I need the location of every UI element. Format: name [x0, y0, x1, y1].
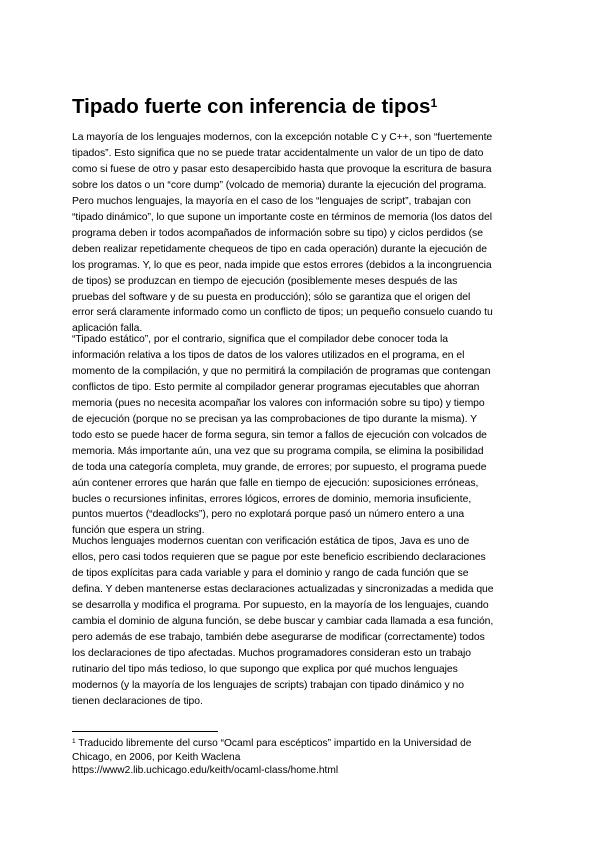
paragraph-line: de tipos explícitas para cada variable y para el dominio y rango de cada función que se [72, 567, 469, 579]
paragraph-line: error será claramente informado como un conflicto de tipos; un pequeño consuelo cuando tu [72, 307, 493, 319]
paragraph-line: función que espera un string. [72, 525, 205, 537]
paragraph-line: Pero muchos lenguajes, la mayoría en el caso de los “lenguajes de script”, trabajan con [72, 195, 471, 207]
paragraph-line: información relativa a los tipos de datos de los valores utilizados en el programa, en el [72, 349, 465, 361]
paragraph-line: momento de la compilación, y que no permitirá la compilación de programas que contengan [72, 365, 491, 377]
paragraph-line: defina. Y deben mantenerse estas declaraciones actualizadas y sincronizadas a medida que [72, 583, 494, 595]
paragraph-line: aplicación falla. [72, 323, 143, 335]
footnote-text-1: Traducido libremente del curso “Ocaml para escépticos” impartido en la Universidad de [78, 738, 472, 749]
paragraph-line: los declaraciones de tipo afectadas. Muchos programadores consideran esto un trabajo [72, 647, 471, 659]
paragraph-line: los programas. Y, lo que es peor, nada impide que estos errores (debidos a la incongruencia [72, 259, 492, 271]
paragraph-line: tienen declaraciones de tipo. [72, 695, 203, 707]
paragraph-line: programa deben ir todos acompañados de información sobre su tipo) y ciclos perdidos (se [72, 227, 483, 239]
title-text: Tipado fuerte con inferencia de tipos [72, 95, 431, 118]
paragraph-line: memoria. Más importante aún, una vez que su programa compila, se elimina la posibilidad [72, 445, 484, 457]
paragraph-line: puntos muertos (“deadlocks”), pero no explotará porque pasó un número entero a una [72, 509, 465, 521]
paragraph-line: como si fuese de otro y pasar esto desapercibido hasta que provoque la escritura de basura [72, 163, 492, 175]
paragraph-line: sobre los datos o un “core dump” (volcado de memoria) durante la ejecución del programa. [72, 179, 487, 191]
footnote-mark: 1 [72, 738, 76, 745]
paragraph-2 [72, 332, 528, 539]
paragraph-line: cambia el dominio de alguna función, se debe buscar y cambiar cada llamada a esa función, [72, 615, 494, 627]
paragraph-line: ellos, pero casi todos requieren que se pague por este beneficio escribiendo declaraciones [72, 551, 486, 563]
paragraph-line: pruebas del software y de su puesta en producción); sólo se garantiza que el origen del [72, 291, 471, 303]
paragraph-3 [72, 534, 528, 709]
footnote-line-1 [72, 737, 528, 751]
footnote [72, 737, 528, 778]
footnote-separator [72, 731, 218, 732]
footnote-line-2: Chicago, en 2006, por Keith Waclena [72, 751, 241, 763]
paragraph-line: todo esto se puede hacer de forma segura, sin temor a fallos de ejecución con volcados de [72, 429, 487, 441]
paragraph-line: conflictos de tipo. Esto permite al compilador generar programas ejecutables que ahorran [72, 381, 480, 393]
paragraph-line: de tipos) se produzcan en tiempo de ejecución (posiblemente meses después de las [72, 275, 458, 287]
paragraph-line: rutinario del tipo más tedioso, lo que supongo que explica por qué muchos lenguajes [72, 663, 458, 675]
paragraph-line: “Tipado estático”, por el contrario, significa que el compilador debe conocer toda la [72, 334, 448, 345]
paragraph-line: aún contener errores que harán que falle en tiempo de ejecución: suposiciones erróneas, [72, 477, 479, 489]
document-title [72, 94, 528, 120]
footnote-link[interactable]: https://www2.lib.uchicago.edu/keith/ocaml-class/home.html [72, 765, 339, 776]
paragraph-line: de toda una categoría completa, muy grande, de errores; por supuesto, el programa puede [72, 461, 487, 473]
paragraph-line: La mayoría de los lenguajes modernos, con la excepción notable C y C++, son “fuertemente [72, 132, 493, 143]
title-footnote-mark: 1 [430, 96, 438, 110]
paragraph-1 [72, 130, 528, 337]
paragraph-line: pero además de ese trabajo, también debe asegurarse de modificar (correctamente) todos [72, 631, 485, 643]
paragraph-line: Muchos lenguajes modernos cuentan con verificación estática de tipos, Java es uno de [72, 536, 470, 547]
paragraph-line: deben realizar repetidamente chequeos de tipo en cada operación) durante la ejecución de [72, 243, 487, 255]
paragraph-line: tipados”. Esto significa que no se puede tratar accidentalmente un valor de un tipo de dato [72, 147, 484, 159]
paragraph-line: bucles o recursiones infinitas, errores lógicos, errores de dominio, memoria insuficiente, [72, 493, 472, 505]
paragraph-line: modernos (y la mayoría de los lenguajes de scripts) trabajan con tipado dinámico y no [72, 679, 464, 691]
paragraph-line: se desarrolla y modifica el programa. Por supuesto, en la mayoría de los lenguajes, cuando [72, 599, 489, 611]
paragraph-line: de ejecución (porque no se precisan ya las comprobaciones de tipo durante la misma). Y [72, 413, 478, 425]
paragraph-line: “tipado dinámico”, lo que supone un importante coste en términos de memoria (los datos del [72, 211, 493, 223]
paragraph-line: memoria (pues no necesita acompañar los valores con información sobre su tipo) y tiempo [72, 397, 485, 409]
